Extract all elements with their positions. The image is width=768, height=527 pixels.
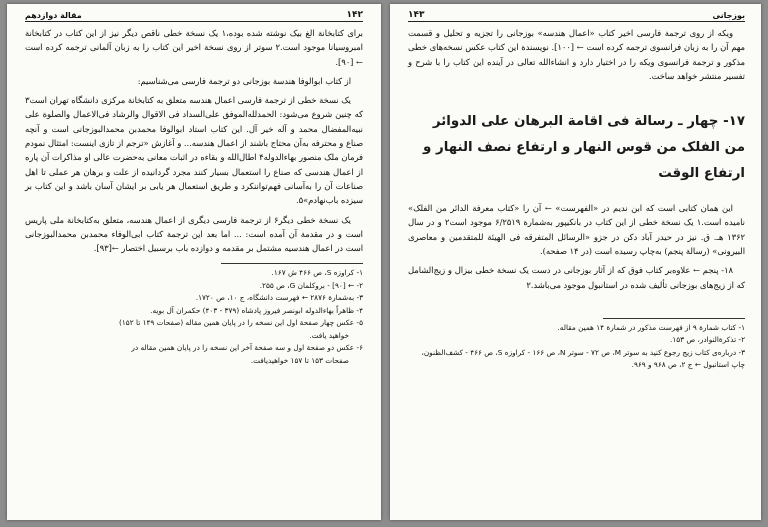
left-paragraph-4: یک نسخة خطی دیگر۶ از ترجمة فارسی دیگری از اعمال هندسه، متعلق به‌کتابخانة ملی پاریس است و در مقدمة آن آمده است: ... اما بعد این ترجمة کتاب ابی‌الوفاء محمدبن محمدالبوزجانی است در اعمال هندسیه مشتمل بر مقدمه و دوازده باب برسبیل اختصار ←[۹۳]. bbox=[25, 214, 363, 254]
right-running-title: بوزجانی bbox=[712, 10, 745, 20]
left-footnote: ۲- ← [۹۰] - بروکلمان G، ص ۲۵۵. bbox=[259, 280, 363, 290]
right-footnotes bbox=[408, 322, 745, 372]
left-footnote: ۵- عکس چهار صفحة اول این نسخه را در پایان همین مقاله (صفحات ۱۴۹ تا ۱۵۲) bbox=[119, 318, 363, 328]
left-footnotes bbox=[25, 267, 363, 367]
left-page bbox=[7, 4, 381, 520]
right-page bbox=[390, 4, 761, 520]
left-footnote-rule bbox=[221, 263, 363, 264]
left-paragraph-1: برای کتابخانة الغ بیک نوشته شده بوده،۱ یک نسخة خطی ناقص دیگر نیز از این کتاب در کتابخانة امبروسیانا موجود است.۲ سوتر از روی نسخة اخیر این کتاب را به زبان آلمانی ترجمه کرده است ← [۹۰]. bbox=[25, 28, 363, 67]
left-footnote: ۴- ظاهراً بهاءالدوله ابونصر فیروز پادشاه (۳۷۹ - ۴۰۳) حکمران آل بویه. bbox=[150, 305, 363, 315]
left-paragraph-3: یک نسخة خطی از ترجمة فارسی اعمال هندسه متعلق به کتابخانة مرکزی دانشگاه تهران است۳ که چنین شروع می‌شود: الحمدلله‌الموفق علی‌السداد فی الاقوال والرشاد فی‌الاعمال والصلوة علی نبیه‌المفضال محمد و آله خیر آل. این کتاب استاد ابوالوفا محمدبن محمدالبوزجانی است و آنچه صناع و محترفه به‌آن محتاج باشند از اعمال هندسه... و آغازش «ترجم از تازی اینست: امتثال نمودم فرمان ملک منصور بهاءالدوله۴ اطال‌الله و بقاءه در اثبات معانی به‌حضرت عالی او مذاکرات آن پاره از اعمال هندسی که صناع را استعمال بسیار کنند مجرد گردانیده از علت و برهان هر عملی تا اهل صناعات آن را به‌آسانی فهم‌تواننکرد و طریق استعمال هر یابی بر ایشان آسان باشد و این کتاب بر سیزده باب‌نهادم»۵. bbox=[25, 95, 363, 206]
right-paragraph-1: ویکه از روی ترجمة فارسی اخیر کتاب «اعمال هندسه» بوزجانی را تجزیه و تحلیل و قسمت مهم آن را به زبان فرانسوی ترجمه کرده است ← [۱۰۰]. نویسندة این کتاب عکس نسخه‌های خطی مذکور و ترجمة فرانسوی ویکه را در اختیار دارد و انشاءالله تعالی در آینده این کتاب را با شرح و تفسیر منتشر خواهد ساخت. bbox=[408, 28, 745, 81]
left-footnote: ۱- کراوزه S، ص ۴۶۶ ش ۱۶۷. bbox=[271, 268, 363, 278]
right-paragraph-2: این همان کتابی است که ابن ندیم در «الفهرست» ← آن را «کتاب معرفة الدائر من الفلک» نامیده است.۱ یک نسخة خطی از این کتاب در بانکیپور به‌شمارة ۶/۲۵۱۹ موجود است۲ و در سال ۱۳۶۲ هـ. ق. نیز در حیدر آباد دکن در جزو «الرسائل المتفرقه فی الهیئة للمتقدمین و معاصری البیرونی» (رسالة پنجم) به‌چاپ رسیده است (در ۱۴ صفحه). bbox=[408, 203, 745, 257]
left-footnote: ۳- به‌شمارة ۲۸۷۶ ← فهرست دانشگاه، ج ۱۰، ص ۱۷۲۰. bbox=[195, 293, 363, 303]
left-footnote: ۶- عکس دو صفحة اول و سه صفحة آخر این نسخه را در پایان همین مقاله در bbox=[131, 343, 363, 353]
right-page-header bbox=[408, 10, 745, 22]
left-footnote: خواهید یافت. bbox=[309, 330, 349, 340]
left-running-title: مقالة دوازدهم bbox=[25, 10, 82, 20]
right-page-number: ۱۴۳ bbox=[408, 10, 425, 20]
left-paragraph-2: از کتاب ابوالوفا هندسة بوزجانی دو ترجمة فارسی می‌شناسیم: bbox=[137, 75, 351, 86]
right-footnote: ۳- درباره‌ی کتاب زیج رجوع کنید به سوتر M، ص ۷۲ - سوتر N، ص ۱۶۶ - کراوزه S، ص ۴۶۶ - کشف‌الظنون، چاپ استانبول ← ج ۲، ص ۹۶۸ و ۹۶۹. bbox=[421, 347, 745, 370]
left-page-number: ۱۴۲ bbox=[346, 10, 363, 20]
right-footnote-rule bbox=[603, 318, 745, 319]
right-footnote: ۱- کتاب شمارة ۹ از فهرست مذکور در شمارة ۱۴ همین مقاله. bbox=[557, 322, 745, 332]
section-title: ۱۷- چهار ـ رسالة فی اقامة البرهان علی الدوائر من الفلک من قوس النهار و ارتفاع نصف النهار و ارتفاع الوقت bbox=[423, 114, 745, 182]
right-paragraph-3: ۱۸- پنجم ← علاوه‌بر کتاب فوق که از آثار بوزجانی در دست یک نسخة خطی بیزال و زیج‌الشامل که از زیج‌های بوزجانی تألیف شده در استانبول موجود می‌باشد.۲ bbox=[408, 265, 745, 290]
right-footnote: ۲- تذکرةالنوادر، ص ۱۵۳. bbox=[670, 335, 745, 345]
left-footnote: صفحات ۱۵۳ تا ۱۵۷ خواهیدیافت. bbox=[250, 355, 349, 365]
left-page-header bbox=[25, 10, 363, 22]
